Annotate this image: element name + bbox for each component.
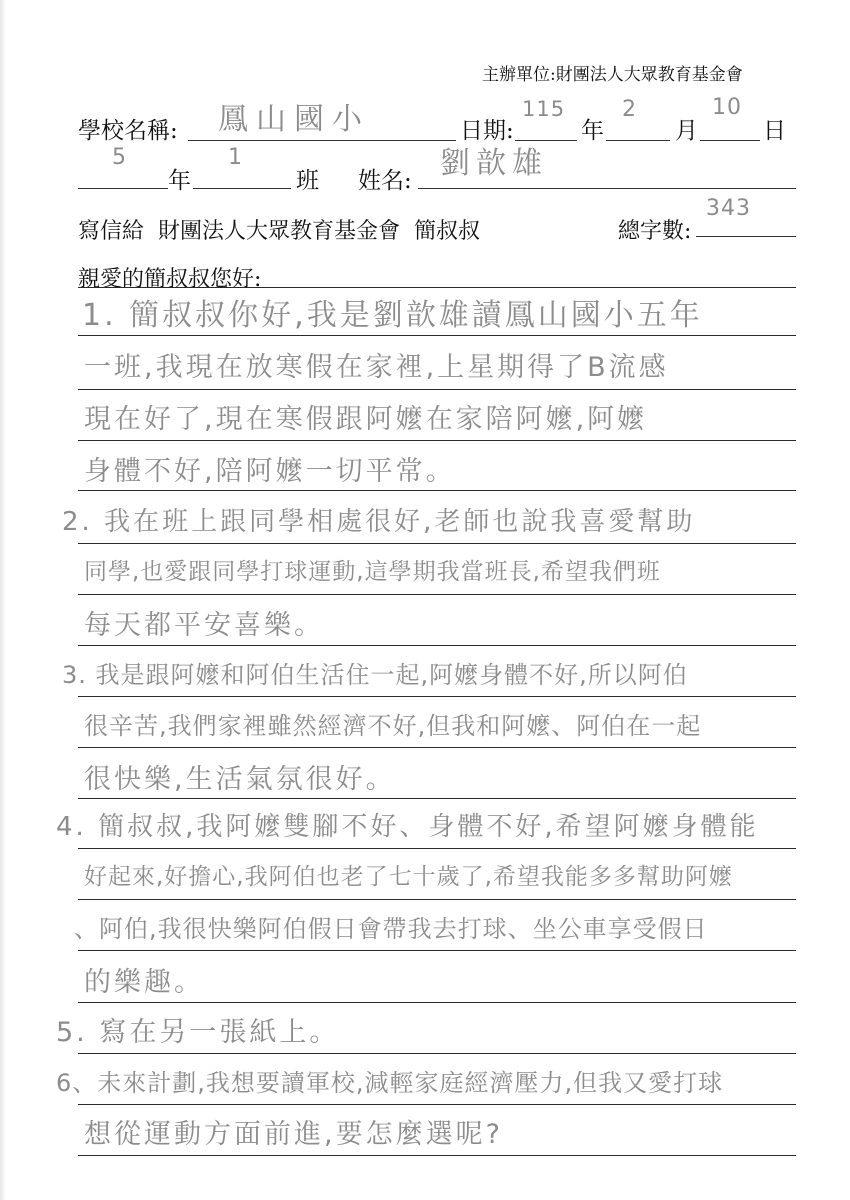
letter-rule-1 — [78, 335, 796, 336]
letter-rule-8 — [78, 696, 796, 697]
day-value: 10 — [712, 95, 742, 120]
letter-rule-12 — [78, 899, 796, 900]
letter-line-5: 2. 我在班上跟同學相處很好,老師也說我喜愛幫助 — [62, 507, 696, 537]
grade-label: 年 — [168, 168, 191, 194]
letter-line-2: 一班,我現在放寒假在家裡,上星期得了B流感 — [84, 352, 669, 383]
grade-underline — [78, 188, 168, 189]
day-underline — [700, 140, 760, 141]
letter-rule-7 — [78, 645, 796, 646]
letter-line-14: 的樂趣。 — [84, 967, 204, 998]
word-count-label: 總字數: — [618, 219, 692, 244]
letter-rule-2 — [78, 389, 796, 390]
class-underline — [193, 188, 291, 189]
letter-line-1: 1. 簡叔叔你好,我是劉歆雄讀鳳山國小五年 — [82, 298, 703, 333]
year-label: 年 — [581, 118, 604, 144]
student-name-underline — [418, 188, 796, 189]
word-count-underline — [696, 236, 796, 237]
letter-line-17: 想從運動方面前進,要怎麼選呢? — [84, 1119, 503, 1150]
letter-rule-9 — [78, 747, 796, 748]
letter-rule-17 — [78, 1155, 796, 1156]
month-label: 月 — [675, 118, 698, 144]
school-name-label: 學校名稱: — [78, 118, 178, 144]
grade-value: 5 — [112, 145, 128, 170]
letter-rule-3 — [78, 440, 796, 441]
letter-rule-13 — [78, 950, 796, 951]
letter-line-16: 6、未來計劃,我想要讀軍校,減輕家庭經濟壓力,但我又愛打球 — [56, 1069, 724, 1097]
greeting: 親愛的簡叔叔您好: — [78, 267, 262, 292]
letter-rule-14 — [78, 1002, 796, 1003]
date-label: 日期: — [460, 118, 514, 144]
month-value: 2 — [622, 97, 638, 122]
letter-line-7: 每天都平安喜樂。 — [84, 610, 324, 641]
organizer-label: 主辦單位:財團法人大眾教育基金會 — [482, 65, 743, 85]
letter-line-10: 很快樂,生活氣氛很好。 — [84, 764, 396, 795]
letter-line-8: 3. 我是跟阿嬤和阿伯生活住一起,阿嬤身體不好,所以阿伯 — [62, 661, 688, 689]
letter-rule-6 — [78, 594, 796, 595]
letter-line-12: 好起來,好擔心,我阿伯也老了七十歲了,希望我能多多幫助阿嬤 — [84, 864, 733, 890]
word-count-value: 343 — [706, 196, 751, 221]
year-value: 115 — [522, 97, 566, 121]
class-label: 班 — [296, 168, 319, 194]
letter-rule-16 — [78, 1104, 796, 1105]
addressee-line: 寫信給 財團法人大眾教育基金會 簡叔叔 — [78, 219, 480, 244]
school-name-value: 鳳山國小 — [218, 102, 370, 137]
letter-rule-11 — [78, 848, 796, 849]
letter-line-6: 同學,也愛跟同學打球運動,這學期我當班長,希望我們班 — [84, 559, 661, 585]
letter-line-13: 、阿伯,我很快樂阿伯假日會帶我去打球、坐公車享受假日 — [74, 915, 708, 943]
letter-rule-15 — [78, 1053, 796, 1054]
letter-line-4: 身體不好,陪阿嬤一切平常。 — [84, 456, 456, 487]
student-name-value: 劉歆雄 — [440, 146, 548, 181]
class-value: 1 — [228, 145, 244, 170]
scan-edge-shadow — [0, 0, 6, 1200]
letter-line-3: 現在好了,現在寒假跟阿嬤在家陪阿嬤,阿嬤 — [84, 404, 648, 435]
letter-line-11: 4. 簡叔叔,我阿嬤雙腳不好、身體不好,希望阿嬤身體能 — [56, 812, 759, 842]
letter-rule-10 — [78, 798, 796, 799]
month-underline — [606, 140, 670, 141]
day-label: 日 — [763, 118, 786, 144]
student-name-label: 姓名: — [358, 168, 412, 194]
letter-line-9: 很辛苦,我們家裡雖然經濟不好,但我和阿嬤、阿伯在一起 — [84, 712, 702, 740]
letter-rule-5 — [78, 543, 796, 544]
letter-rule-0 — [78, 287, 796, 288]
letter-line-15: 5. 寫在另一張紙上。 — [56, 1017, 340, 1048]
school-name-underline — [188, 140, 456, 141]
letter-rule-4 — [78, 490, 796, 491]
